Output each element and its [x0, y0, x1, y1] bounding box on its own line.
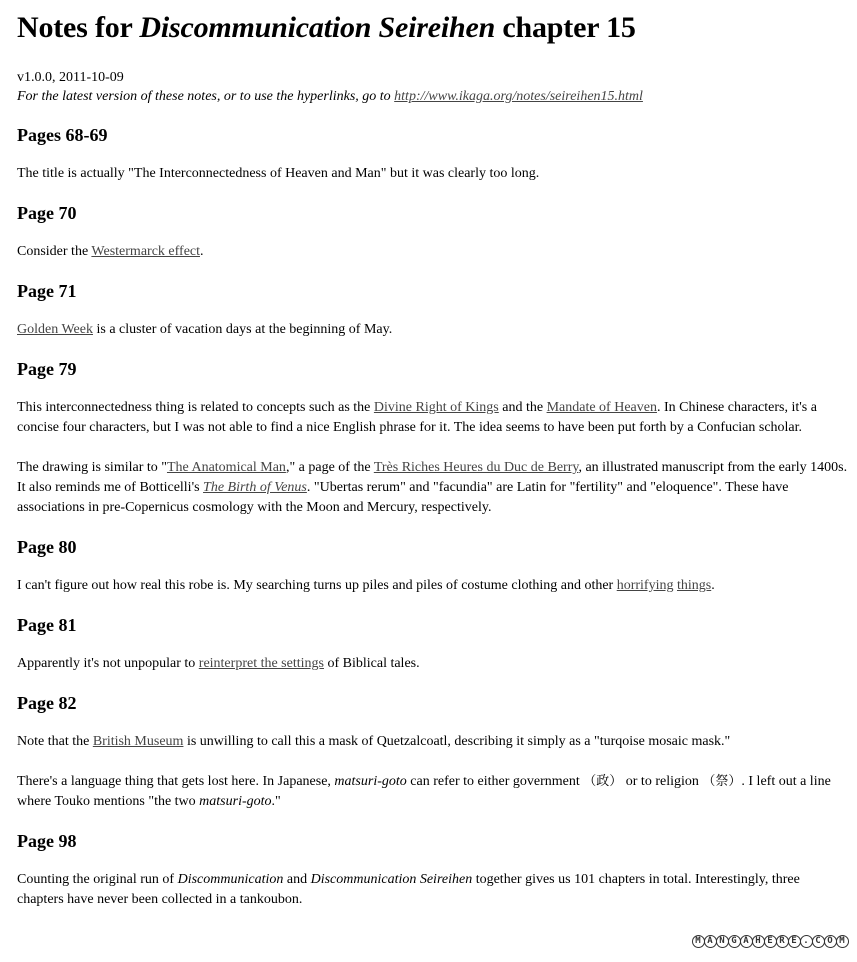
paragraph: I can't figure out how real this robe is. My searching turns up piles and piles of costume clothing and other horrifying things. — [17, 578, 715, 593]
notes-page — [17, 0, 849, 910]
horrifying-link[interactable]: horrifying — [616, 578, 674, 593]
page-title: Notes for Discommunication Seireihen chapter 15 — [17, 11, 636, 44]
section-heading: Page 82 — [17, 693, 77, 713]
section-heading: Page 81 — [17, 615, 77, 635]
paragraph: Note that the British Museum is unwilling to call this a mask of Quetzalcoatl, describing it simply as a "turqoise mosaic mask." — [17, 734, 731, 749]
paragraph: The title is actually "The Interconnectedness of Heaven and Man" but it was clearly too long. — [17, 166, 540, 181]
british-museum-link[interactable]: British Museum — [92, 734, 184, 749]
westermarck-effect-link[interactable]: Westermarck effect — [91, 244, 201, 259]
reinterpret-settings-link[interactable]: reinterpret the settings — [198, 656, 324, 671]
section-heading: Page 79 — [17, 359, 77, 379]
anatomical-man-link[interactable]: The Anatomical Man — [166, 460, 286, 475]
mangahere-watermark: M A N G A H E R E . C O M — [693, 935, 849, 948]
version-info — [17, 68, 849, 106]
things-link[interactable]: things — [676, 578, 712, 593]
paragraph: This interconnectedness thing is related to concepts such as the Divine Right of Kings and the Mandate of Heaven. In Chinese characters, it's a concise four characters, but I was not able to find a nice English phrase for it. The idea seems to have been put forth by a Confucian scholar. — [17, 400, 817, 435]
paragraph: Consider the Westermarck effect. — [17, 244, 204, 259]
section-page-81 — [17, 614, 849, 674]
section-heading: Page 98 — [17, 831, 77, 851]
birth-of-venus-link[interactable]: The Birth of Venus — [203, 480, 307, 495]
paragraph: Golden Week is a cluster of vacation days at the beginning of May. — [17, 322, 393, 337]
version-date: v1.0.0, 2011-10-09 — [17, 70, 124, 85]
section-page-98 — [17, 830, 849, 910]
section-heading: Page 71 — [17, 281, 77, 301]
section-page-80 — [17, 536, 849, 596]
section-page-79 — [17, 358, 849, 518]
section-page-70 — [17, 202, 849, 262]
section-heading: Page 70 — [17, 203, 77, 223]
section-page-82 — [17, 692, 849, 812]
paragraph: Counting the original run of Discommunication and Discommunication Seireihen together gives us 101 chapters in total. Interestingly, three chapters have never been collected in a tankoubon. — [17, 872, 800, 907]
latest-version-note: For the latest version of these notes, or to use the hyperlinks, go to http://www.ikaga.org/notes/seireihen15.html — [17, 89, 643, 104]
tres-riches-heures-link[interactable]: Très Riches Heures du Duc de Berry — [373, 460, 579, 475]
section-page-71 — [17, 280, 849, 340]
notes-url-link[interactable]: http://www.ikaga.org/notes/seireihen15.html — [394, 89, 643, 104]
section-heading: Page 80 — [17, 537, 77, 557]
paragraph: The drawing is similar to "The Anatomical Man," a page of the Très Riches Heures du Duc de Berry, an illustrated manuscript from the early 1400s. It also reminds me of Botticelli's The Birth of Venus. "Ubertas rerum" and "facundia" are Latin for "fertility" and "eloquence". These have associations in pre-Copernicus cosmology with the Moon and Mercury, respectively. — [17, 460, 848, 515]
section-pages-68-69 — [17, 124, 849, 184]
paragraph: Apparently it's not unpopular to reinterpret the settings of Biblical tales. — [17, 656, 420, 671]
mandate-of-heaven-link[interactable]: Mandate of Heaven — [546, 400, 657, 415]
paragraph: There's a language thing that gets lost here. In Japanese, matsuri-goto can refer to either government （政） or to religion （祭）. I left out a line where Touko mentions "the two matsuri-goto." — [17, 774, 831, 809]
divine-right-of-kings-link[interactable]: Divine Right of Kings — [373, 400, 499, 415]
golden-week-link[interactable]: Golden Week — [17, 322, 93, 337]
section-heading: Pages 68-69 — [17, 125, 108, 145]
